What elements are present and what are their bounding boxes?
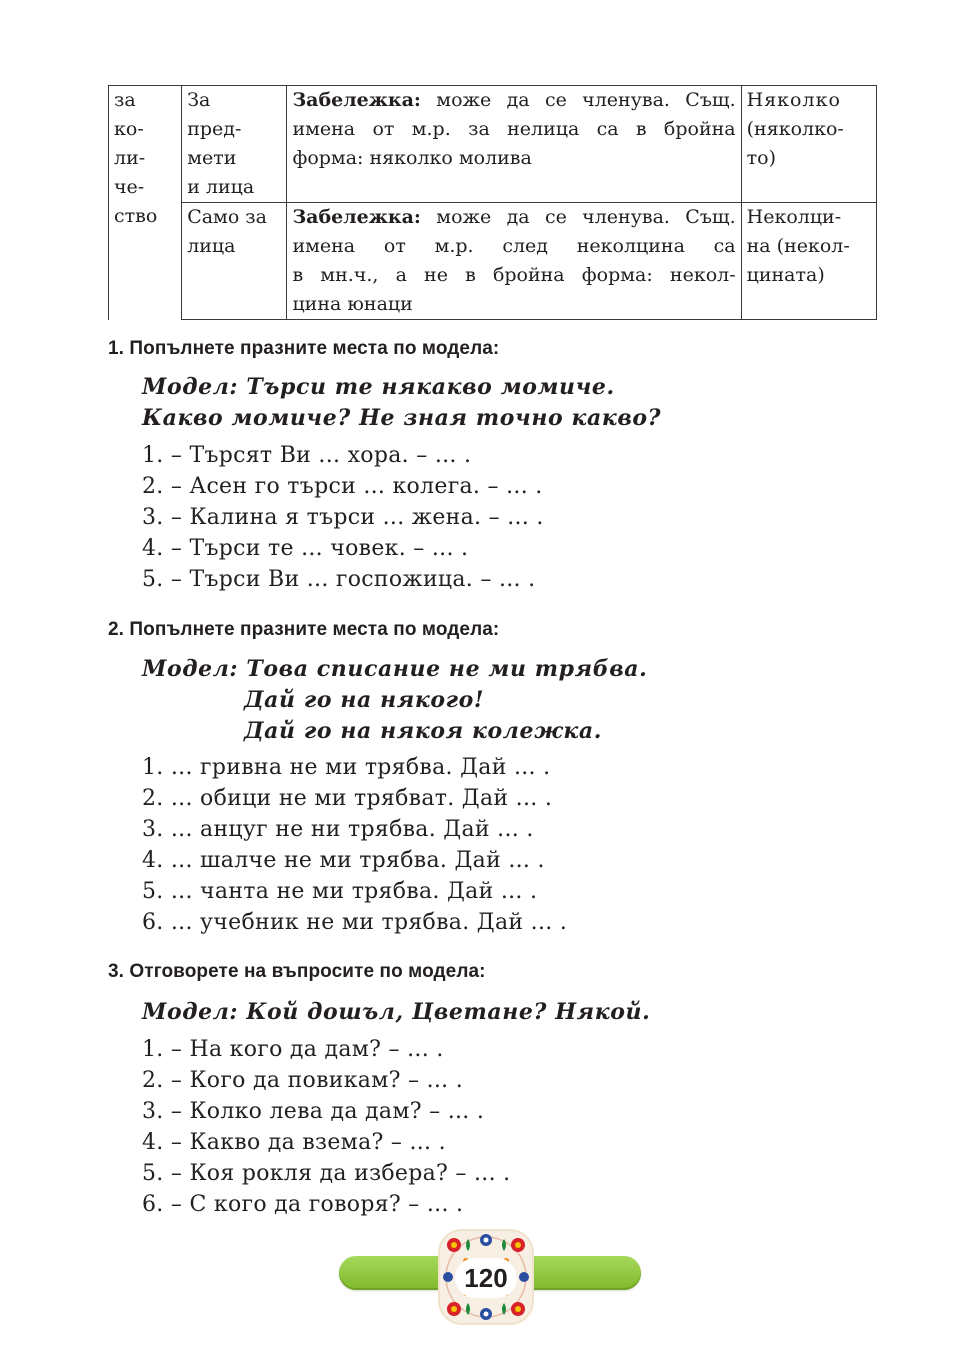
scope-line: За	[187, 89, 211, 111]
note-label: Забележка:	[292, 89, 421, 111]
note-line: форма: няколко молива	[292, 147, 532, 169]
model-line: Модел: Търси те някакво момиче.	[142, 374, 615, 400]
exercise-heading: 1. Попълнете празните места по модела:	[108, 338, 500, 359]
exercise-item: 4. – Какво да взема? – ... .	[142, 1130, 446, 1155]
form-line: Няколко	[746, 89, 841, 111]
model-line: Дай го на някоя колежка.	[244, 718, 602, 744]
note-text: може да се членува. Същ.	[420, 89, 736, 111]
note-line	[292, 203, 735, 232]
note-label: Забележка:	[292, 206, 421, 228]
note-line: цина юнаци	[292, 293, 413, 315]
scope-line: лица	[187, 235, 236, 257]
scope-line: пред-	[187, 118, 242, 140]
model-line: Дай го на някого!	[244, 687, 485, 713]
note-line: имена от м.р. след неколцина са	[292, 235, 736, 257]
note-cell	[287, 203, 741, 320]
form-line: то)	[746, 147, 776, 169]
category-line: ство	[114, 205, 158, 227]
exercise-item: 2. ... обици не ми трябват. Дай ... .	[142, 786, 553, 811]
form-line: (няколко-	[746, 118, 844, 140]
table-row	[109, 86, 877, 203]
table-row	[109, 203, 877, 320]
exercise-item: 3. ... анцуг не ни трябва. Дай ... .	[142, 817, 534, 842]
page-number: 120	[455, 1258, 517, 1298]
note-cell	[287, 86, 741, 203]
exercise-item: 2. – Кого да повикам? – ... .	[142, 1068, 464, 1093]
category-line: за	[114, 89, 136, 111]
scope-line: Само за	[187, 206, 268, 228]
category-line: ли-	[114, 147, 146, 169]
category-line: че-	[114, 176, 145, 198]
scope-line: и лица	[187, 176, 255, 198]
category-line: ко-	[114, 118, 144, 140]
exercise-item: 4. – Търси те ... човек. – ... .	[142, 536, 469, 561]
exercise-item: 3. – Колко лева да дам? – ... .	[142, 1099, 485, 1124]
scope-cell	[182, 203, 287, 320]
exercise-item: 5. ... чанта не ми трябва. Дай ... .	[142, 879, 538, 904]
exercise-item: 6. – С кого да говоря? – ... .	[142, 1192, 464, 1217]
model-line: Какво момиче? Не зная точно какво?	[142, 405, 662, 431]
exercise-item: 1. – Търсят Ви ... хора. – ... .	[142, 443, 472, 468]
note-line	[292, 86, 735, 115]
form-line: цината)	[746, 264, 825, 286]
note-line: в мн.ч., а не в бройна форма: некол-	[292, 264, 736, 286]
form-line: на (некол-	[746, 235, 850, 257]
scope-line: мети	[187, 147, 237, 169]
grammar-table	[108, 85, 877, 320]
exercise-item: 5. – Търси Ви ... госпожица. – ... .	[142, 567, 536, 592]
model-line: Модел: Това списание не ми трябва.	[142, 656, 648, 682]
scope-cell	[182, 86, 287, 203]
model-line: Модел: Кой дошъл, Цветане? Някой.	[142, 999, 651, 1025]
form-cell	[741, 86, 876, 203]
form-line: Неколци-	[746, 206, 842, 228]
exercise-item: 4. ... шалче не ми трябва. Дай ... .	[142, 848, 545, 873]
exercise-item: 1. ... гривна не ми трябва. Дай ... .	[142, 755, 551, 780]
note-text: може да се членува. Същ.	[420, 206, 736, 228]
exercise-item: 3. – Калина я търси ... жена. – ... .	[142, 505, 544, 530]
form-cell	[741, 203, 876, 320]
exercise-item: 6. ... учебник не ми трябва. Дай ... .	[142, 910, 568, 935]
category-cell	[109, 86, 182, 320]
exercise-item: 2. – Асен го търси ... колега. – ... .	[142, 474, 543, 499]
exercise-heading: 3. Отговорете на въпросите по модела:	[108, 961, 486, 982]
exercise-item: 5. – Коя рокля да избера? – ... .	[142, 1161, 511, 1186]
note-line: имена от м.р. за нелица са в бройна	[292, 118, 736, 140]
exercise-item: 1. – На кого да дам? – ... .	[142, 1037, 444, 1062]
exercise-heading: 2. Попълнете празните места по модела:	[108, 619, 500, 640]
